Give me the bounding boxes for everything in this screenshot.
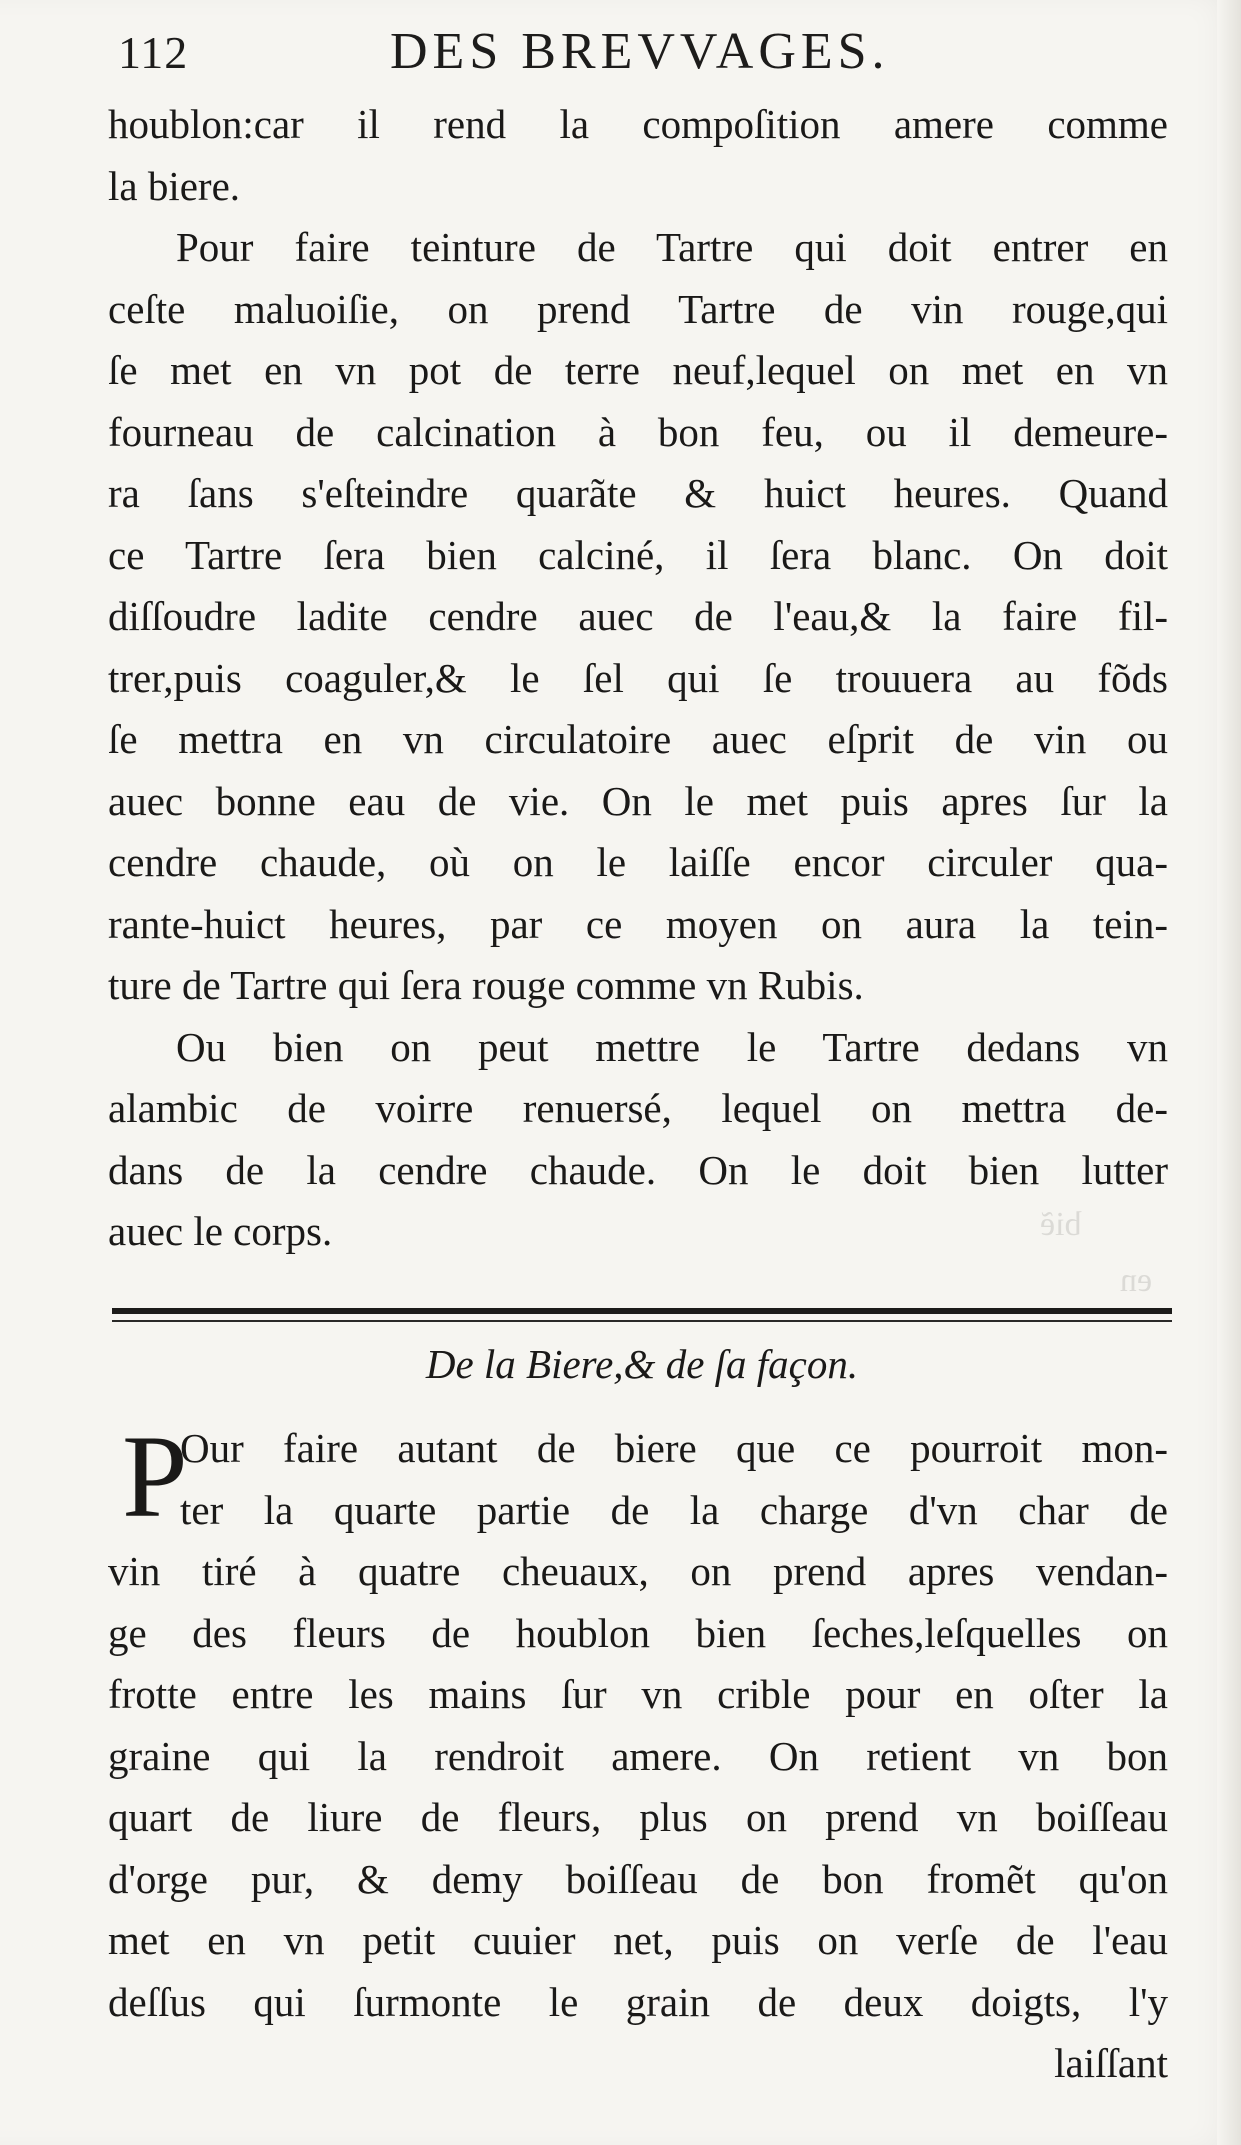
section-heading: De la Biere,& de ſa façon.: [425, 1341, 859, 1387]
page-header: [110, 18, 1150, 98]
text-line: la biere.: [108, 162, 241, 209]
text-line: graine qui la rendroit amere. On retient vn bon: [108, 1732, 1168, 1779]
text-line: dans de la cendre chaude. On le doit bien lutter: [108, 1146, 1168, 1193]
text-line: cendre chaude, où on le laiſſe encor circuler qua-: [108, 839, 1168, 885]
text-line: auec bonne eau de vie. On le met puis apres ſur la: [108, 777, 1168, 824]
section-rule-thin: [112, 1320, 1172, 1322]
text-line: auec le corps.: [108, 1208, 333, 1254]
page-edge-shadow: [1217, 0, 1241, 2145]
running-title: DES BREVVAGES.: [390, 23, 890, 80]
text-line: houblon:car il rend la compoſition amere comme: [108, 101, 1168, 147]
text-line: d'orge pur, & demy boiſſeau de bon fromẽt qu'on: [108, 1855, 1168, 1902]
text-line: quart de liure de fleurs, plus on prend vn boiſſeau: [108, 1794, 1168, 1840]
text-line: diſſoudre ladite cendre auec de l'eau,& la faire fil-: [108, 593, 1168, 639]
text-line: Our faire autant de biere que ce pourroit mon-: [180, 1425, 1168, 1471]
catchword: laiſſant: [1054, 2040, 1168, 2086]
text-column: [108, 1411, 1168, 2095]
text-line: ceſte maluoiſie, on prend Tartre de vin rouge,qui: [108, 285, 1168, 332]
text-line: frotte entre les mains ſur vn crible pour en oſter la: [108, 1671, 1168, 1717]
text-line: ra ſans s'eſteindre quarãte & huict heures. Quand: [108, 470, 1168, 516]
text-line: alambic de voirre renuersé, lequel on mettra de-: [108, 1085, 1168, 1131]
drop-capital: P: [122, 1411, 188, 1542]
text-line: met en vn petit cuuier net, puis on verſe de l'eau: [108, 1917, 1168, 1963]
text-line: vin tiré à quatre cheuaux, on prend apres vendan-: [108, 1548, 1168, 1594]
text-line: fourneau de calcination à bon feu, ou il demeure-: [108, 408, 1168, 455]
text-line: ge des fleurs de houblon bien ſeches,leſquelles on: [108, 1609, 1168, 1656]
text-line: ſe met en vn pot de terre neuf,lequel on met en vn: [108, 347, 1168, 393]
text-line: ſe mettra en vn circulatoire auec eſprit de vin ou: [108, 716, 1168, 762]
text-column: [108, 94, 1168, 1263]
text-line: Pour faire teinture de Tartre qui doit entrer en: [176, 224, 1168, 270]
show-through: biẽ: [1040, 1206, 1082, 1243]
text-line: rante-huict heures, par ce moyen on aura la tein-: [108, 900, 1168, 947]
text-line: ter la quarte partie de la charge d'vn char de: [180, 1486, 1168, 1533]
text-line: Ou bien on peut mettre le Tartre dedans vn: [176, 1023, 1168, 1070]
text-line: trer,puis coaguler,& le ſel qui ſe trouuera au fõds: [108, 654, 1168, 701]
section-rule: [112, 1308, 1172, 1314]
text-line: ce Tartre ſera bien calciné, il ſera blanc. On doit: [108, 531, 1168, 578]
text-line: ture de Tartre qui ſera rouge comme vn Rubis.: [108, 962, 864, 1008]
show-through: en: [1120, 1262, 1153, 1299]
page-number: 112: [118, 27, 189, 78]
text-line: deſſus qui ſurmonte le grain de deux doigts, l'y: [108, 1978, 1168, 2025]
